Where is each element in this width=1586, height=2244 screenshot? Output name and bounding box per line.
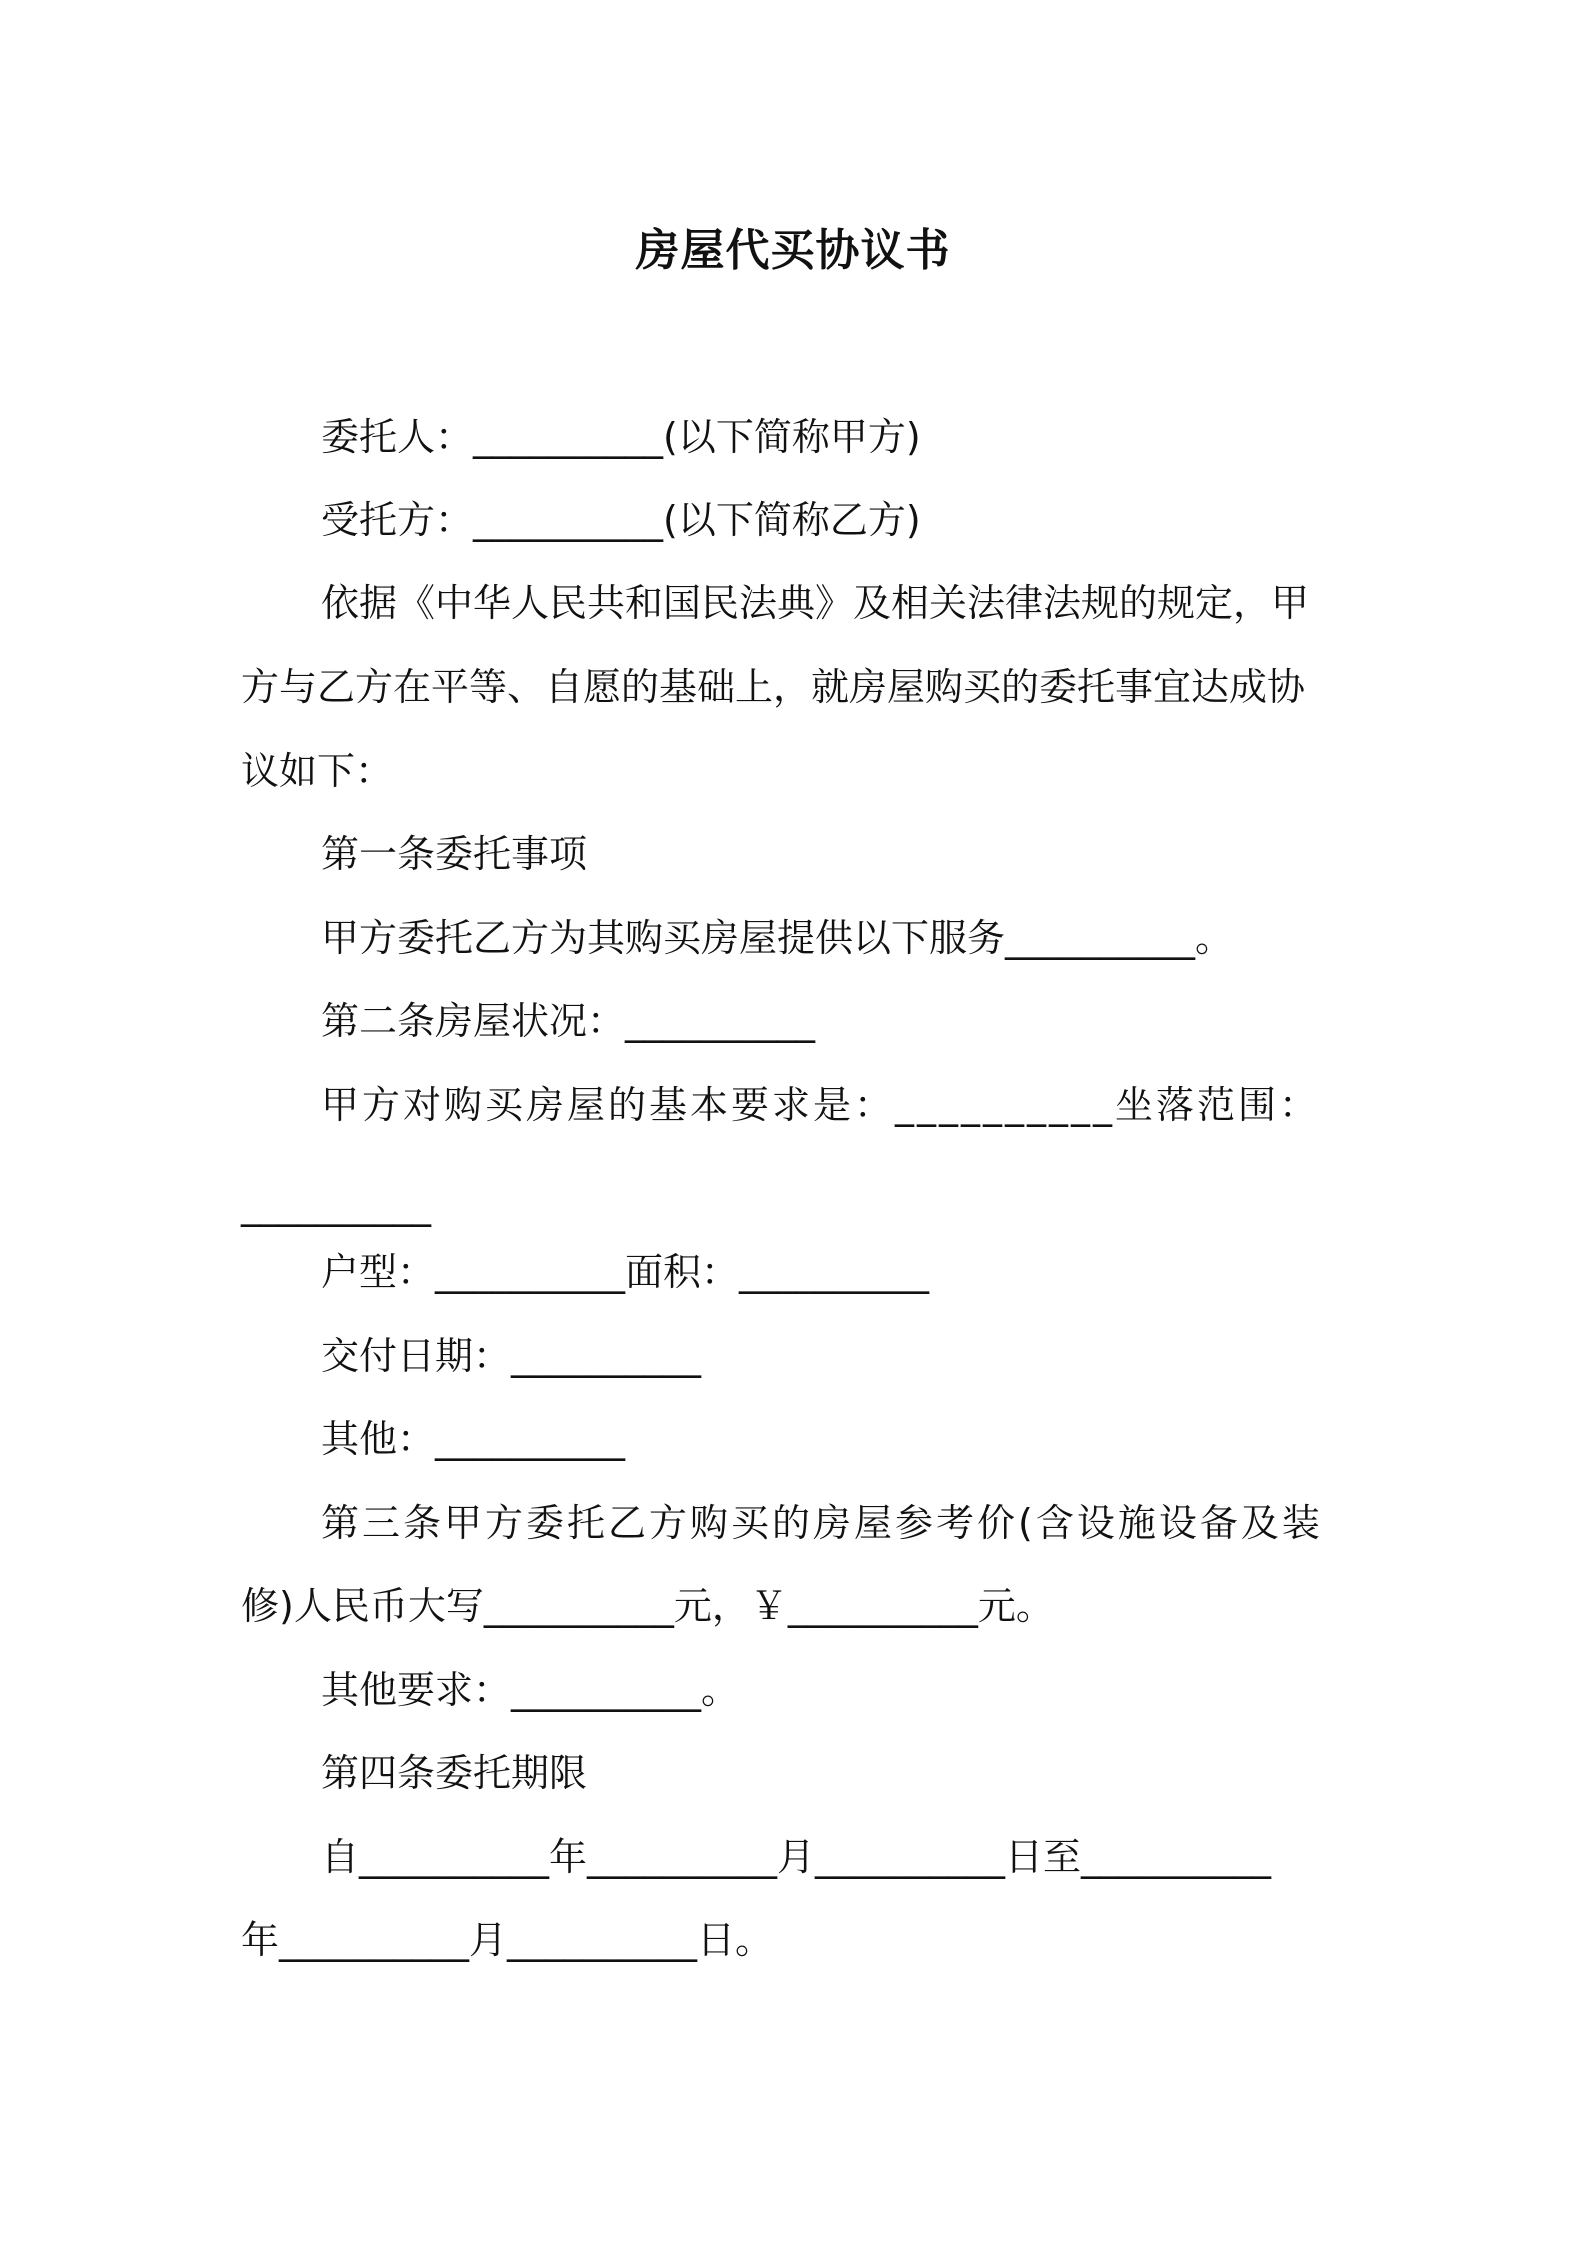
article-2-other: 其他：__________ — [321, 1417, 626, 1461]
article-4-period-line-1: 自__________年__________月__________日至__________ — [321, 1835, 1272, 1879]
article-2-heading: 第二条房屋状况：__________ — [321, 999, 816, 1043]
article-4-period-line-2: 年__________月__________日。 — [241, 1918, 774, 1962]
article-2-location-blank: __________ — [241, 1183, 431, 1227]
preamble-line-1: 依据《中华人民共和国民法典》及相关法律法规的规定，甲 — [321, 581, 1310, 625]
article-3-line-2: 修)人民币大写__________元，￥__________元。 — [241, 1584, 1054, 1628]
article-2-layout-area: 户型：__________面积：__________ — [321, 1250, 930, 1294]
article-4-heading: 第四条委托期限 — [321, 1751, 588, 1795]
document-title: 房屋代买协议书 — [635, 225, 951, 276]
article-1-heading: 第一条委托事项 — [321, 832, 588, 876]
article-3-other-requirements: 其他要求：__________。 — [321, 1668, 740, 1712]
agent-line: 受托方：__________(以下简称乙方) — [321, 498, 921, 542]
preamble-line-3: 议如下： — [241, 749, 394, 793]
article-2-delivery-date: 交付日期：__________ — [321, 1334, 702, 1378]
preamble-line-2: 方与乙方在平等、自愿的基础上，就房屋购买的委托事宜达成协 — [241, 665, 1306, 709]
article-1-content: 甲方委托乙方为其购买房屋提供以下服务__________。 — [321, 916, 1234, 960]
principal-line: 委托人：__________(以下简称甲方) — [321, 415, 921, 459]
article-2-requirements: 甲方对购买房屋的基本要求是：__________坐落范围： — [321, 1083, 1321, 1127]
article-3-line-1: 第三条甲方委托乙方购买的房屋参考价(含设施设备及装 — [321, 1501, 1323, 1545]
